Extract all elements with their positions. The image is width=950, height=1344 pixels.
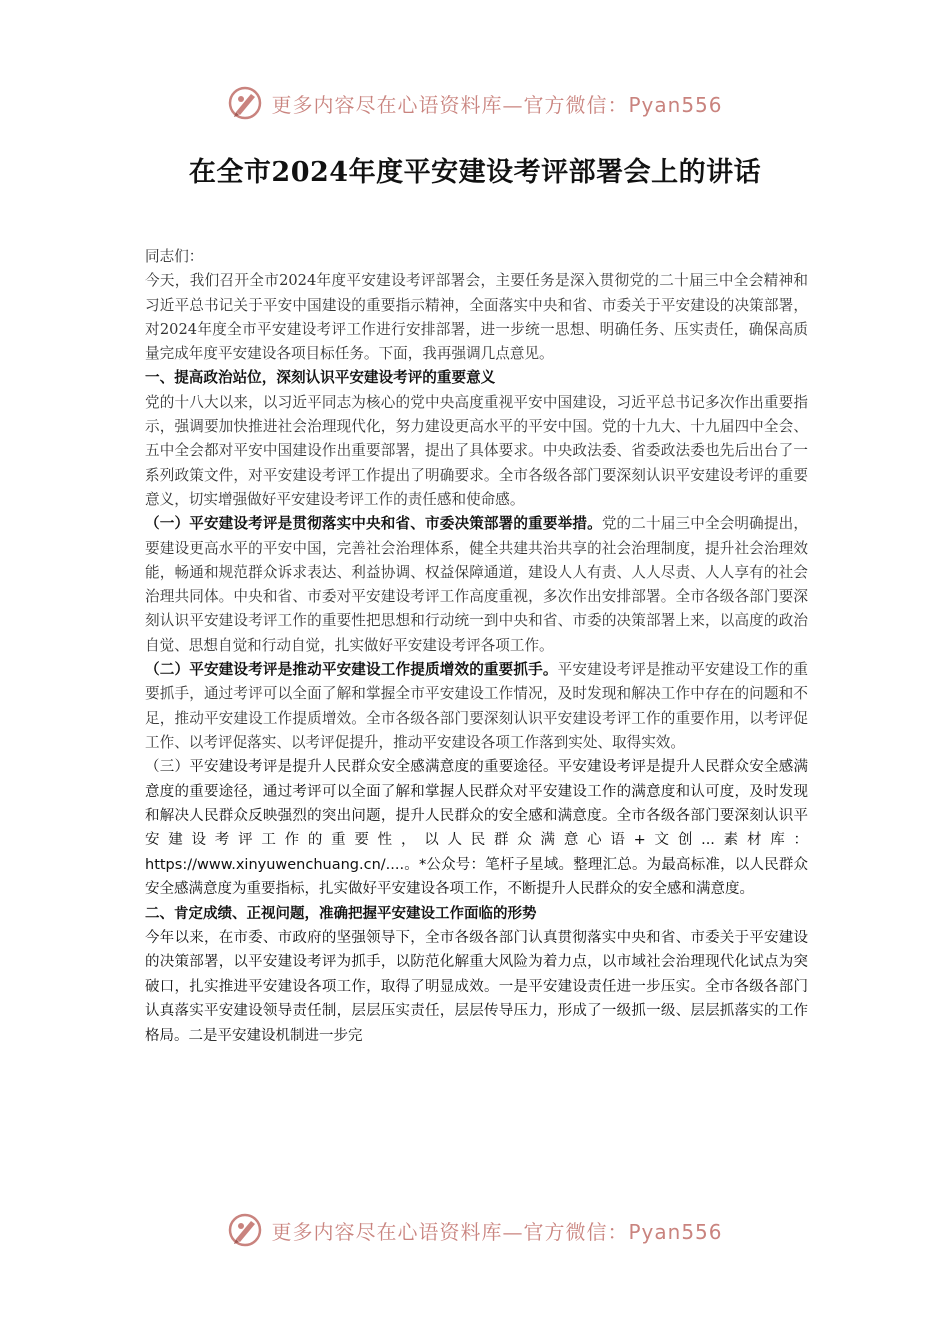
point-2-paragraph xyxy=(145,658,808,755)
section-2-paragraph: 今年以来，在市委、市政府的坚强领导下，全市各级各部门认真贯彻落实中央和省、市委关于平安建设的决策部署，以平安建设考评为抓手，以防范化解重大风险为着力点，以市域社会治理现代化试点为突破口，扎实推进平安建设各项工作，取得了明显成效。一是平安建设责任进一步压实。全市各级各部门认真落实平安建设领导责任制，层层压实责任，层层传导压力，形成了一级抓一级、层层抓落实的工作格局。二是平安建设机制进一步完 xyxy=(145,930,808,1044)
watermark-banner-top xyxy=(0,83,950,123)
section-1-paragraph: 党的十八大以来，以习近平同志为核心的党中央高度重视平安中国建设，习近平总书记多次作出重要指示，强调要加快推进社会治理现代化，努力建设更高水平的平安中国。党的十九大、十九届四中全会、五中全会都对平安中国建设作出重要部署，提出了具体要求。中央政法委、省委政法委也先后出台了一系列政策文件，对平安建设考评工作提出了明确要求。全市各级各部门要深刻认识平安建设考评的重要意义，切实增强做好平安建设考评工作的责任感和使命感。 xyxy=(145,393,808,508)
point-3-paragraph: （三）平安建设考评是提升人民群众安全感满意度的重要途径。平安建设考评是提升人民群众安全感满意度的重要途径，通过考评可以全面了解和掌握人民群众对平安建设工作的满意度和认可度，及时发现和解决人民群众反映强烈的突出问题，提升人民群众的安全感和满意度。全市各级各部门要深刻认识平安建设考评工作的重要性，以人民群众满意心语+文创...素材库：https://www.xinyuwenchuang.cn/....。*公众号：笔杆子星域。整理汇总。为最高标准，以人民群众安全感满意度为重要指标，扎实做好平安建设各项工作，不断提升人民群众的安全感和满意度。 xyxy=(145,759,808,898)
section-1-heading: 一、提高政治站位，深刻认识平安建设考评的重要意义 xyxy=(145,369,496,387)
salutation: 同志们： xyxy=(145,248,204,265)
watermark-text: 更多内容尽在心语资料库—官方微信：Pyan556 xyxy=(271,1219,723,1244)
point-1-paragraph xyxy=(145,512,808,658)
document-title: 在全市2024年度平安建设考评部署会上的讲话 xyxy=(188,157,762,188)
document-body xyxy=(145,245,808,1048)
point-1-lead: （一）平安建设考评是贯彻落实中央和省、市委决策部署的重要举措。 xyxy=(145,515,602,533)
watermark-text: 更多内容尽在心语资料库—官方微信：Pyan556 xyxy=(271,92,723,117)
point-2-body: 平安建设考评是推动平安建设工作的重要抓手，通过考评可以全面了解和掌握全市平安建设工作情况，及时发现和解决工作中存在的问题和不足，推动平安建设工作提质增效。全市各级各部门要深刻认识平安建设考评工作的重要作用，以考评促工作、以考评促落实、以考评促提升，推动平安建设各项工作落到实处、取得实效。 xyxy=(145,661,808,751)
point-1-body: 党的二十届三中全会明确提出，要建设更高水平的平安中国，完善社会治理体系，健全共建共治共享的社会治理制度，提升社会治理效能，畅通和规范群众诉求表达、利益协调、权益保障通道，建设人人有责、人人尽责、人人享有的社会治理共同体。中央和省、市委对平安建设考评工作高度重视，多次作出安排部署。全市各级各部门要深刻认识平安建设考评工作的重要性把思想和行动统一到中央和省、市委的决策部署上来，以高度的政治自觉、思想自觉和行动自觉，扎实做好平安建设考评各项工作。 xyxy=(145,515,808,654)
pen-logo-icon xyxy=(227,85,263,121)
section-2-heading: 二、肯定成绩、正视问题，准确把握平安建设工作面临的形势 xyxy=(145,905,537,922)
pen-logo-icon xyxy=(227,1212,263,1248)
watermark-banner-bottom xyxy=(0,1210,950,1250)
intro-paragraph: 今天，我们召开全市2024年度平安建设考评部署会，主要任务是深入贯彻党的二十届三中全会精神和习近平总书记关于平安中国建设的重要指示精神，全面落实中央和省、市委关于平安建设的决策部署，对2024年度全市平安建设考评工作进行安排部署，进一步统一思想、明确任务、压实责任，确保高质量完成年度平安建设各项目标任务。下面，我再强调几点意见。 xyxy=(145,272,808,363)
point-2-lead: （二）平安建设考评是推动平安建设工作提质增效的重要抓手。 xyxy=(145,661,558,679)
